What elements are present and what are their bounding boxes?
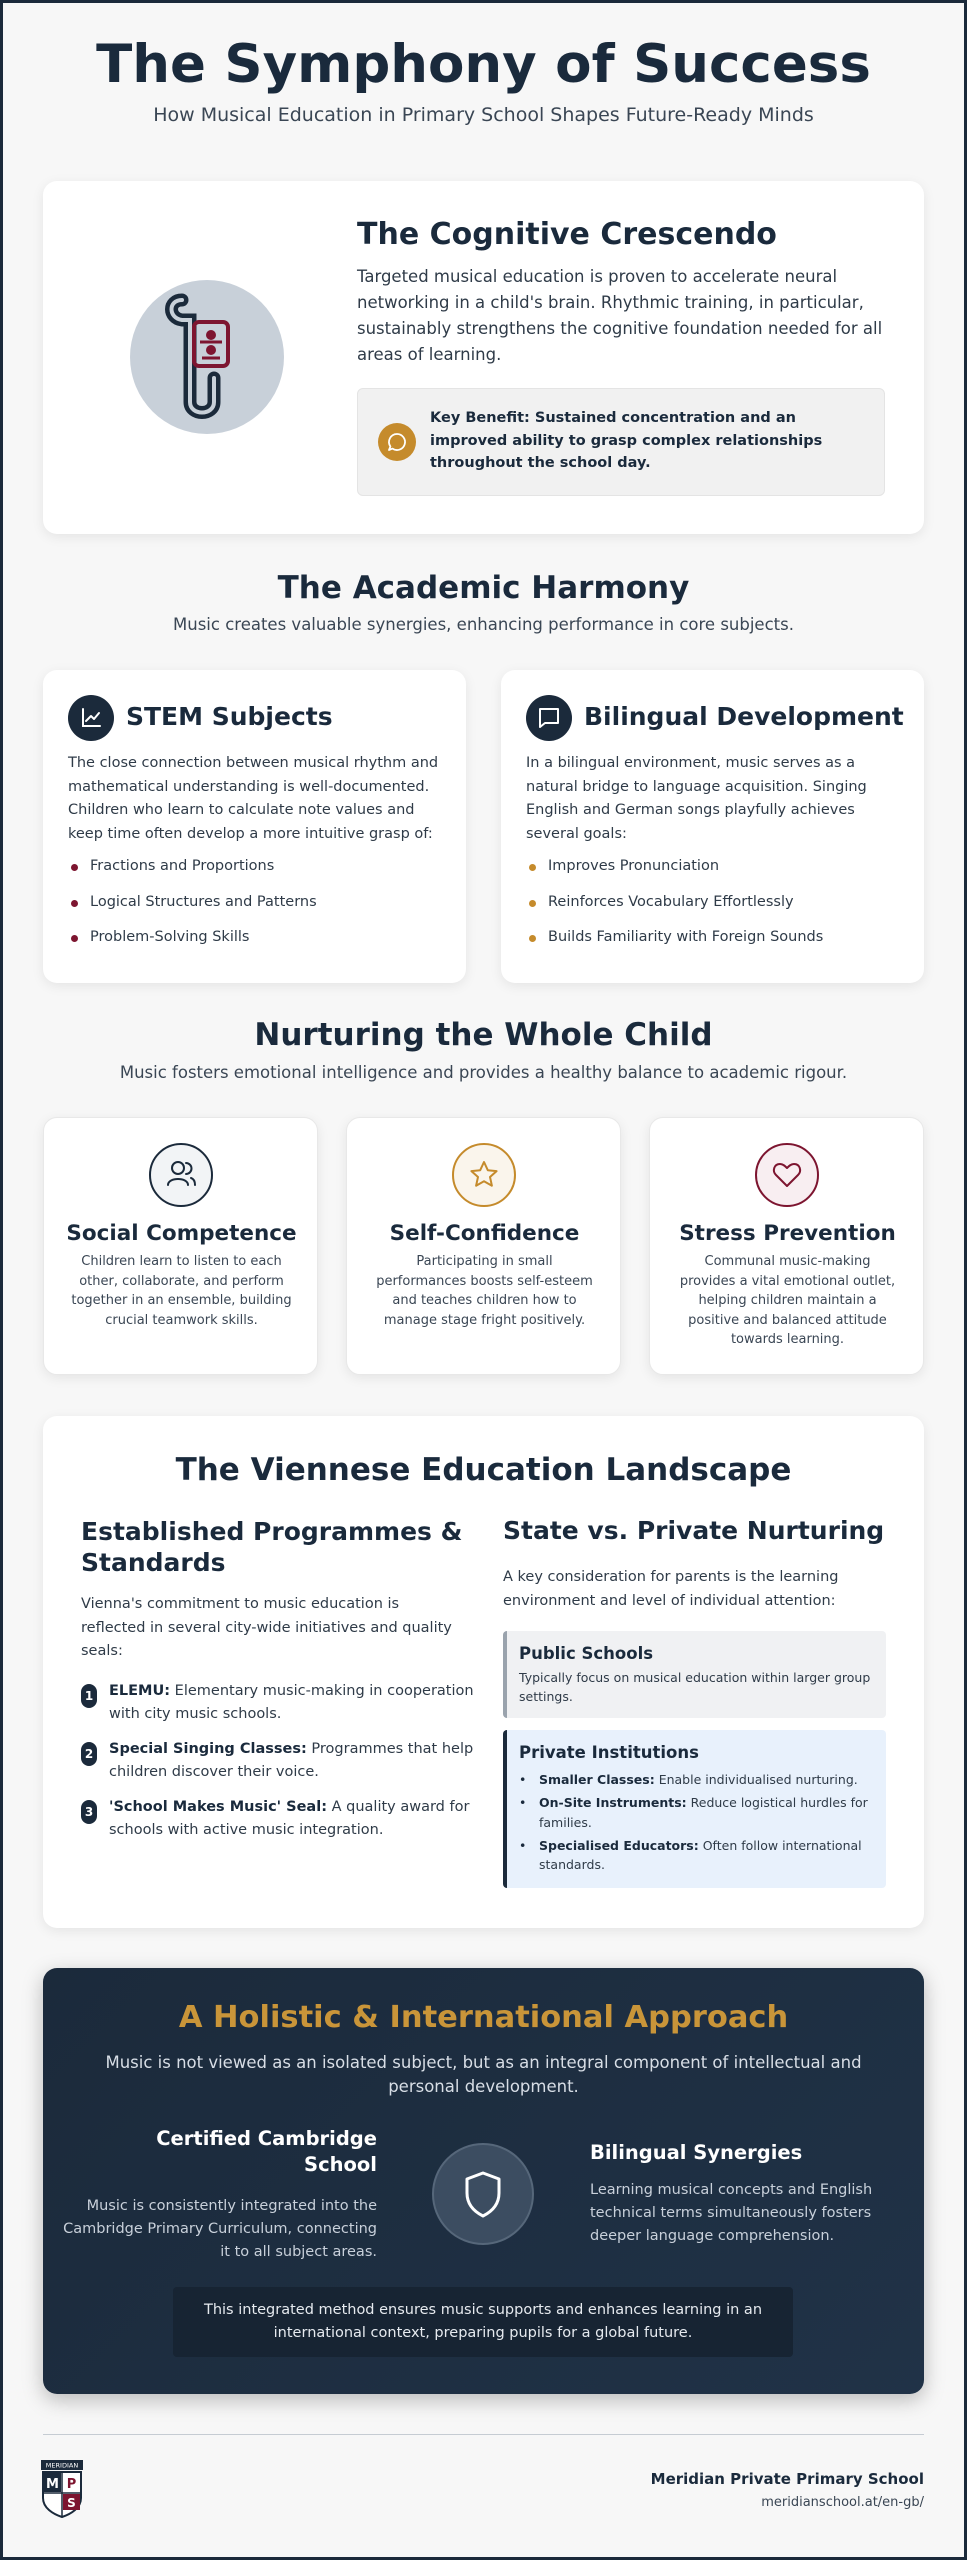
academic-subtitle: Music creates valuable synergies, enhancing performance in core subjects. bbox=[173, 615, 794, 634]
programme-number: 1 bbox=[81, 1684, 97, 1708]
stem-body: The close connection between musical rhythm and mathematical understanding is well-documented. Children who learn to calculate note values and keep time often develop a more intuitive grasp of: bbox=[68, 755, 439, 842]
stem-card bbox=[43, 670, 466, 983]
programme-number: 3 bbox=[81, 1800, 97, 1824]
footer-url[interactable]: meridianschool.at/en-gb/ bbox=[761, 2495, 924, 2510]
academic-title: The Academic Harmony bbox=[277, 570, 690, 606]
programmes-body: Vienna's commitment to music education is reflected in several city-wide initiatives and quality seals: bbox=[81, 1596, 452, 1659]
svg-text:S: S bbox=[67, 2496, 76, 2510]
svg-text:M: M bbox=[46, 2477, 59, 2492]
list-item: • On-Site Instruments: Reduce logistical hurdles for families. bbox=[519, 1793, 881, 1832]
svg-text:MERIDIAN: MERIDIAN bbox=[45, 2461, 79, 2470]
key-benefit-text: Key Benefit: Sustained concentration and an improved ability to grasp complex relationships throughout the school day. bbox=[430, 410, 823, 471]
cognitive-image bbox=[130, 280, 284, 434]
stem-title: STEM Subjects bbox=[126, 702, 333, 731]
holistic-card bbox=[43, 1968, 924, 2394]
viennese-title: The Viennese Education Landscape bbox=[175, 1452, 792, 1488]
cognitive-body: Targeted musical education is proven to accelerate neural networking in a child's brain. Rhythmic training, in particular, sustainably strengthens the cognitive foundation needed for all areas of learning. bbox=[357, 267, 883, 364]
self-confidence-card bbox=[346, 1117, 621, 1375]
public-schools-box bbox=[503, 1631, 886, 1718]
stem-list bbox=[68, 858, 448, 965]
programme-desc: Elementary music-making in cooperation with city music schools. bbox=[109, 1683, 474, 1722]
list-item: • Specialised Educators: Often follow international standards. bbox=[519, 1836, 881, 1875]
programme-name: ELEMU: bbox=[109, 1683, 171, 1699]
bilingual-body: In a bilingual environment, music serves as a natural bridge to language acquisition. Singing English and German songs playfully achieves several goals: bbox=[526, 755, 867, 842]
list-item: Problem-Solving Skills bbox=[68, 929, 448, 965]
viennese-landscape-card bbox=[43, 1416, 924, 1928]
list-item: Logical Structures and Patterns bbox=[68, 894, 448, 930]
state-private-title: State vs. Private Nurturing bbox=[503, 1516, 885, 1545]
stress-prevention-body: Communal music-making provides a vital emotional outlet, helping children maintain a positive and balanced attitude towards learning. bbox=[679, 1254, 896, 1347]
list-item: Fractions and Proportions bbox=[68, 858, 448, 894]
line-chart-icon bbox=[68, 695, 114, 741]
list-item: • Smaller Classes: Enable individualised nurturing. bbox=[519, 1770, 881, 1790]
social-competence-card bbox=[43, 1117, 318, 1375]
svg-text:P: P bbox=[66, 2477, 77, 2492]
programmes-title: Established Programmes & Standards bbox=[81, 1517, 463, 1577]
footer-school-name: Meridian Private Primary School bbox=[650, 2470, 924, 2488]
public-schools-title: Public Schools bbox=[519, 1644, 654, 1663]
cambridge-title: Certified Cambridge School bbox=[156, 2127, 377, 2176]
footer-divider bbox=[43, 2434, 924, 2435]
cognitive-card bbox=[43, 181, 924, 534]
whole-child-title: Nurturing the Whole Child bbox=[254, 1017, 713, 1053]
private-list bbox=[519, 1770, 881, 1878]
self-confidence-body: Participating in small performances boosts self-esteem and teaches children how to manage stage fright positively. bbox=[376, 1254, 593, 1328]
stress-prevention-title: Stress Prevention bbox=[679, 1221, 896, 1246]
users-icon bbox=[149, 1143, 213, 1207]
key-benefit-box bbox=[357, 388, 885, 496]
bilingual-title: Bilingual Development bbox=[584, 702, 904, 731]
holistic-title: A Holistic & International Approach bbox=[178, 2000, 789, 2035]
list-item: Reinforces Vocabulary Effortlessly bbox=[526, 894, 906, 930]
state-private-body: A key consideration for parents is the learning environment and level of individual attention: bbox=[503, 1569, 839, 1609]
social-competence-body: Children learn to listen to each other, collaborate, and perform together in an ensemble, building crucial teamwork skills. bbox=[71, 1254, 292, 1328]
programme-name: 'School Makes Music' Seal: bbox=[109, 1799, 327, 1815]
star-icon bbox=[452, 1143, 516, 1207]
list-item: Improves Pronunciation bbox=[526, 858, 906, 894]
social-competence-title: Social Competence bbox=[66, 1221, 297, 1246]
cognitive-title: The Cognitive Crescendo bbox=[357, 217, 777, 252]
holistic-body: Music is not viewed as an isolated subject, but as an integral component of intellectual and personal development. bbox=[105, 2053, 862, 2096]
shield-icon bbox=[432, 2143, 534, 2245]
saxophone-icon bbox=[130, 280, 284, 434]
self-confidence-title: Self-Confidence bbox=[389, 1221, 580, 1246]
bilingual-card bbox=[501, 670, 924, 983]
cambridge-body: Music is consistently integrated into the Cambridge Primary Curriculum, connecting it to all subject areas. bbox=[63, 2198, 377, 2260]
heart-icon bbox=[755, 1143, 819, 1207]
programme-number: 2 bbox=[81, 1742, 97, 1766]
bilingual-synergies-body: Learning musical concepts and English technical terms simultaneously fosters deeper language comprehension. bbox=[590, 2182, 873, 2244]
holistic-note: This integrated method ensures music supports and enhances learning in an international context, preparing pupils for a global future. bbox=[173, 2287, 793, 2357]
public-schools-body: Typically focus on musical education within larger group settings. bbox=[519, 1670, 871, 1704]
stress-prevention-card bbox=[649, 1117, 924, 1375]
bilingual-list bbox=[526, 858, 906, 965]
bilingual-synergies-title: Bilingual Synergies bbox=[590, 2141, 803, 2164]
page-subtitle: How Musical Education in Primary School Shapes Future-Ready Minds bbox=[153, 104, 814, 126]
programme-name: Special Singing Classes: bbox=[109, 1741, 307, 1757]
programme-desc: A quality award for schools with active music integration. bbox=[109, 1799, 470, 1838]
private-institutions-box bbox=[503, 1730, 886, 1888]
page-title: The Symphony of Success bbox=[96, 34, 871, 95]
message-square-icon bbox=[526, 695, 572, 741]
school-logo bbox=[41, 2460, 83, 2518]
private-institutions-title: Private Institutions bbox=[519, 1743, 699, 1762]
list-item: Builds Familiarity with Foreign Sounds bbox=[526, 929, 906, 965]
programme-desc: Programmes that help children discover their voice. bbox=[109, 1741, 474, 1780]
whole-child-subtitle: Music fosters emotional intelligence and provides a healthy balance to academic rigour. bbox=[119, 1063, 848, 1082]
chat-bubble-icon bbox=[378, 423, 416, 461]
